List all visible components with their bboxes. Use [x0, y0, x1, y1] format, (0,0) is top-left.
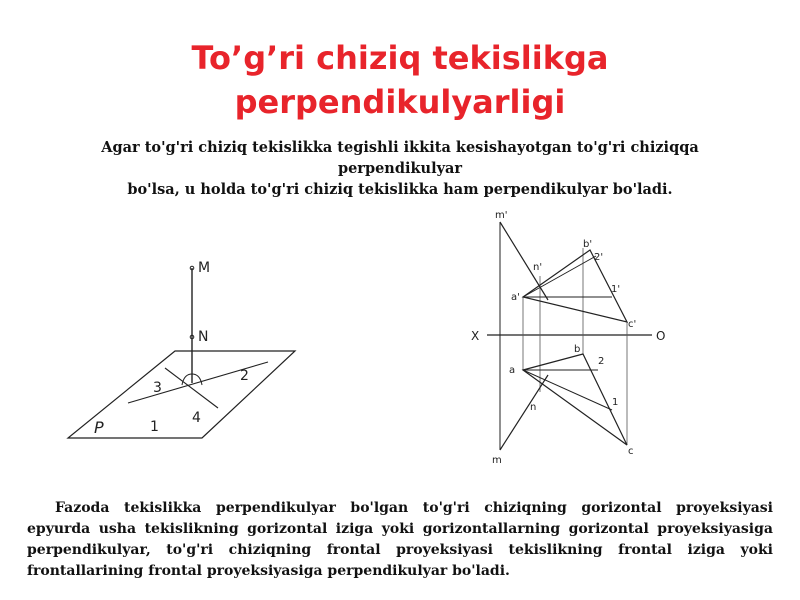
label-1-front: 1' — [611, 284, 621, 295]
horiz-line-m-n — [500, 375, 548, 450]
bottom-paragraph: Fazoda tekislikka perpendikulyar bo'lgan to'g'ri chiziqning gorizontal proyeksiyasi epyurda usha tekislikning gorizontal iziga yoki gorizontallarning gorizontal proyeksiyasiga perpendikulyar, to'g'ri chiziqning frontal proyeksiyasi tekislikning frontal iziga yoki frontallarining frontal proyeksiyasiga perpendikulyar bo'ladi. — [27, 500, 773, 579]
right-figure — [460, 205, 685, 465]
label-b-front: b' — [583, 239, 593, 250]
label-a-front: a' — [511, 292, 520, 303]
label-n: N — [198, 329, 209, 345]
label-n-front: n' — [533, 262, 543, 273]
label-axis-o: O — [656, 329, 666, 343]
title-line-1: To’g’ri chiziq tekislikga — [191, 39, 609, 77]
label-4: 4 — [192, 410, 201, 426]
label-b-horiz: b — [574, 344, 581, 355]
horiz-line-a-1 — [523, 370, 612, 410]
intro-line-2: bo'lsa, u holda to'g'ri chiziq tekislikka ham perpendikulyar bo'ladi. — [127, 181, 673, 198]
front-line-m-n — [500, 222, 548, 300]
title-line-2: perpendikulyarligi — [234, 83, 566, 121]
page-title — [0, 36, 800, 124]
label-1-horiz: 1 — [612, 397, 619, 408]
label-c-horiz: c — [628, 446, 634, 457]
label-c-front: c' — [628, 319, 637, 330]
left-figure — [60, 250, 310, 450]
label-a-horiz: a — [509, 365, 516, 376]
label-m-front: m' — [495, 210, 508, 221]
label-2-front: 2' — [594, 252, 604, 263]
intro-line-1: Agar to'g'ri chiziq tekislikka tegishli ikkita kesishayotgan to'g'ri chiziqqa perpendikulyar — [101, 139, 699, 177]
label-axis-x: X — [471, 329, 480, 343]
label-3: 3 — [153, 380, 162, 396]
label-1: 1 — [150, 419, 159, 435]
label-p: P — [94, 418, 104, 437]
label-m: M — [198, 260, 211, 276]
label-2-horiz: 2 — [598, 356, 605, 367]
label-m-horiz: m — [492, 455, 502, 465]
label-n-horiz: n — [530, 402, 537, 413]
intro-paragraph — [40, 137, 760, 200]
label-2: 2 — [240, 368, 249, 384]
